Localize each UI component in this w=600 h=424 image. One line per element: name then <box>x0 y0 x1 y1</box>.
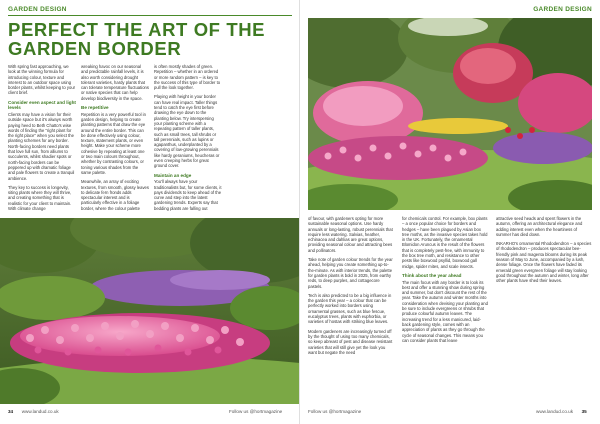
section-tag-right: GARDEN DESIGN <box>533 6 592 13</box>
subheading: Be repetitive <box>81 105 109 111</box>
subheading: Think about the year ahead <box>402 272 462 278</box>
article-column-2 <box>81 64 149 215</box>
paragraph: Repetition is a very powerful tool in garden design, helping to create planting patterns that draw the eye around the entire border. This can be done effectively using colour, texture, statement plants, or even height. Make your scheme more cohesive by repeating at least one or two main colours throughout, whether by contrasting colours, or toning various shades from the same palette. <box>81 111 146 175</box>
tulip-garden-photo <box>0 218 300 404</box>
article-column-3 <box>154 64 222 215</box>
section-rule-left <box>8 15 292 16</box>
paragraph: They key to success is longevity, siting plants where they will thrive, and creating something that is realistic for your client to maintain. With climate change <box>8 184 72 212</box>
paragraph: attractive seed heads and spent flowers in the autumn, offering an architectural elegance and adding interest even when the heartiness of summer has died down. <box>496 216 583 237</box>
social-handle-left[interactable]: Follow us @hortmagazine <box>229 409 283 414</box>
paragraph: wreaking havoc on our seasonal and predictable rainfall levels, it is also worth considering drought tolerant varieties, hardy plants that can tolerate temperature fluctuations or native species that can help develop biodiversity in the space. <box>81 64 149 101</box>
paragraph: Meanwhile, an array of exciting textures, from smooth, glossy leaves to delicate fern fronds adds spectacular interest and is particularly effective in a foliage border, where the colour palette <box>81 179 149 211</box>
paragraph: INKARHO's ornamental Rhododendron – a species of rhododendron – produces spectacular bee-friendly pink and magenta blooms during its peak season of May to June, accompanied by a lush, dense foliage. Once the flowers have faded its emerald green evergreen foliage will stay looking good throughout the autumn and winter, long after other plants have shed their leaves. <box>496 241 592 284</box>
section-tag-left: GARDEN DESIGN <box>8 6 67 13</box>
page-number-left: 34 <box>8 409 14 414</box>
footer-right <box>536 409 587 414</box>
paragraph: With spring fast approaching, we look at the winning formula for introducing colour, texture and interest to an outdoor space using border plants, whilst keeping to your client brief. <box>8 64 76 96</box>
paragraph: Take note of garden colour trends for the year ahead, helping you create something up-to-the-minute. As with interior trends, the palette for garden plants is bold in 2025, from earthy reds, to deep purples, and cottagecore pastels. <box>308 257 393 289</box>
paragraph: is often mostly shades of green. Repetition – whether in an ordered or more random pattern – is key to the success of this type of border to pull the look together. <box>154 64 221 91</box>
article-column-6 <box>496 216 592 288</box>
paragraph: Playing with height in your border can have real impact. Taller things tend to catch the eye first before drawing the eye down to the planting below. Try interspersing your planting scheme with a repeating pattern of taller plants, such as small trees, tall shrubs or tall perennials, such as lupins or agapanthus, underplanted by a covering of low-growing perennials like hardy geraniums, heucheras or even creeping herbs for great ground cover. <box>154 94 220 169</box>
article-column-5 <box>402 216 489 347</box>
website-link-left[interactable]: www.landud.co.uk <box>21 409 59 414</box>
paragraph: Tech is also predicted to be a big influence in the garden this year – a colour that can be perfectly worked into borders using ornamental grasses, such as blue fescue, eucalyptus trees, plants with euphorbia, or varieties of hostas with striking blue leaves. <box>308 292 392 325</box>
subheading: Maintain an edge <box>154 172 192 178</box>
article-column-4 <box>308 216 395 359</box>
footer-left <box>8 409 59 414</box>
article-column-1 <box>8 64 76 215</box>
paragraph: You'll always have your traditionalists but, for some clients, it pays dividends to keep ahead of the curve and step into the latest gardening trends. Experts say that bedding plants are falling out <box>154 179 222 211</box>
page-number-right: 35 <box>581 409 587 414</box>
right-page <box>300 0 600 424</box>
paragraph: for chemicals control. For example, box plants – a once popular choice for borders and hedges – have been plagued by Asian box tree moths, as the invasive species takes hold in the UK. Fortunately, the ornamental Blomidon Aruncus is the result of the flowers that is completely pest-free, with immunity to the box tree moth, and resistance to other pests like boxwood psyllid, boxwood gall midge, spider mites, and scale insects. <box>402 216 488 269</box>
article-title: PERFECT THE ART OF THE GARDEN BORDER <box>8 19 266 59</box>
tulip-garden-illustration <box>0 218 300 404</box>
flower-border-illustration <box>308 18 592 210</box>
paragraph: Clients may have a vision for their outside space but it's always worth paying heed to Beth Chatto's wise words of finding the "right plant for the right place" when you select the planting schemes for any border. North-facing borders need plants that love full sun, from alliums to succulents, whilst shadier spots or north-facing borders can be peppered up with dramatic foliage and pale flowers to create a tranquil ambience. <box>8 111 75 181</box>
flower-border-photo <box>308 18 592 210</box>
paragraph: The main focus with any border is to look its best and offer a stunning show during spring and summer, but don't discount the rest of the year. Take the autumn and winter months into consideration when devising your planting and be sure to include evergreens or shrubs that produce colourful autumn leaves. The increasing trend for a less manicured, laid-back gardening style, comes with an appreciation of plants as they go through the cycle of seasonal changes. This means you can consider plants that leave <box>402 279 488 343</box>
social-handle-right[interactable]: Follow us @hortmagazine <box>308 409 362 414</box>
subheading: Consider even aspect and light levels <box>8 99 76 111</box>
paragraph: Modern gardeners are increasingly turned off by the thought of using too many chemicals, so keep abreast of pest and disease resistant varieties that will still give yet the look you want but negate the need <box>308 328 393 355</box>
website-link-right[interactable]: www.landud.co.uk <box>536 409 574 414</box>
paragraph: of favour, with gardeners opting for more sustainable seasonal options. Use hardy annuals or long-lasting, robust perennials that require less watering. Salvias, heather, echinacea and dahlias are great options, providing seasonal colour and attracting bees and pollinators. <box>308 216 393 253</box>
